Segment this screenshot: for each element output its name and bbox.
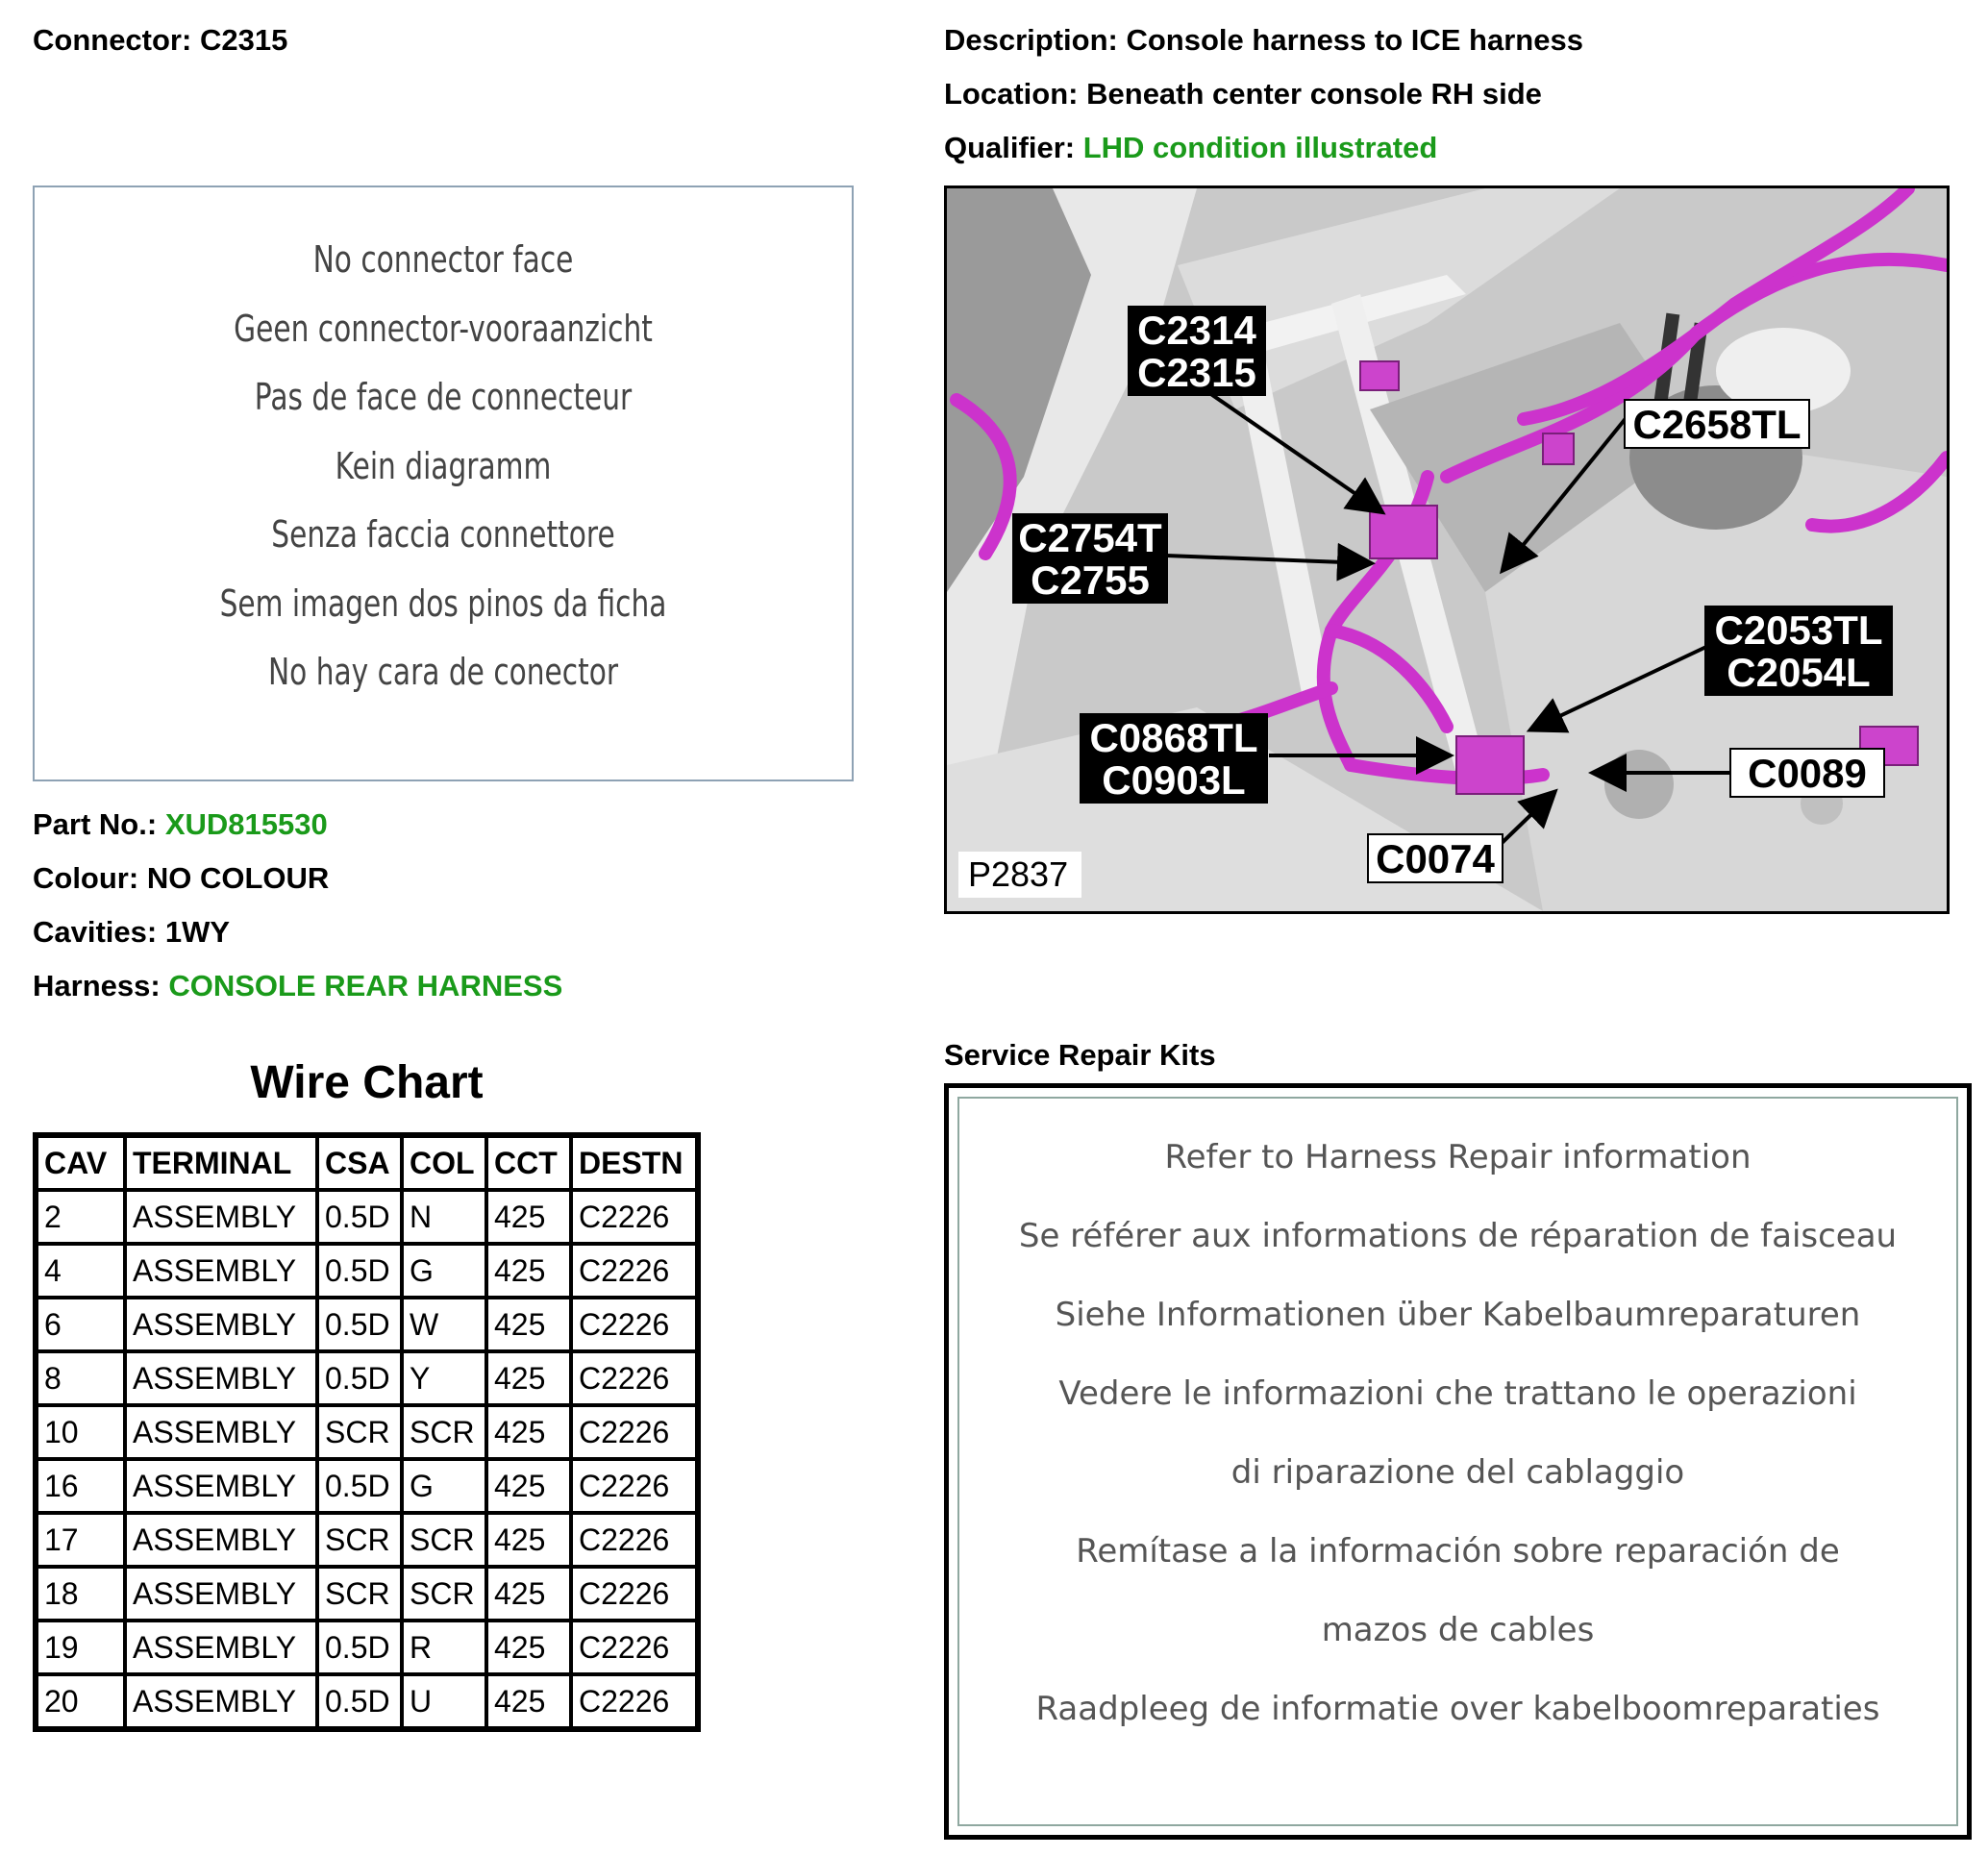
repair-kits-message: Siehe Informationen über Kabelbaumreparaturen (1055, 1296, 1861, 1334)
description-value: Console harness to ICE harness (1126, 23, 1583, 57)
cell-cct: 425 (486, 1513, 571, 1567)
table-row (37, 1513, 697, 1567)
callout-c0074 (1368, 834, 1503, 882)
repair-kits-panel (944, 1083, 1972, 1840)
wire-chart-table (33, 1132, 701, 1732)
cell-col: N (402, 1190, 486, 1244)
callout-label: C2658TL (1632, 402, 1802, 447)
part-number-label: Part No.: (33, 807, 158, 841)
repair-kits-inner-frame (957, 1097, 1958, 1826)
location-label: Location: (944, 77, 1079, 111)
cell-cct: 425 (486, 1674, 571, 1728)
cell-cav: 10 (37, 1405, 125, 1459)
description-label: Description: (944, 23, 1118, 57)
harness-value[interactable]: CONSOLE REAR HARNESS (168, 969, 563, 1002)
callout-c2658tl (1625, 400, 1809, 448)
callout-c2053tl-c2054l (1704, 606, 1893, 696)
connector-block (1543, 433, 1574, 464)
table-row (37, 1190, 697, 1244)
connector-face-message: No connector face (312, 238, 574, 281)
callout-c2754t-c2755 (1012, 513, 1168, 604)
table-row (37, 1621, 697, 1674)
cell-terminal: ASSEMBLY (125, 1513, 317, 1567)
cell-cct: 425 (486, 1405, 571, 1459)
cell-terminal: ASSEMBLY (125, 1351, 317, 1405)
repair-kits-message: Refer to Harness Repair information (1164, 1138, 1752, 1176)
callout-label: C0074 (1376, 836, 1495, 881)
floor-plug (1604, 750, 1674, 819)
table-row (37, 1244, 697, 1298)
cell-terminal: ASSEMBLY (125, 1190, 317, 1244)
cell-destn: C2226 (571, 1621, 697, 1674)
cell-cav: 6 (37, 1298, 125, 1351)
colour-label: Colour: (33, 861, 139, 895)
cell-csa: SCR (317, 1567, 402, 1621)
qualifier-line (944, 129, 1437, 167)
cavities-value: 1WY (164, 915, 231, 949)
cell-destn: C2226 (571, 1405, 697, 1459)
connector-face-messages (35, 226, 852, 707)
repair-kits-message: Se référer aux informations de réparation de faisceau (1018, 1217, 1898, 1255)
table-row (37, 1298, 697, 1351)
description-line (944, 21, 1583, 60)
cell-terminal: ASSEMBLY (125, 1459, 317, 1513)
repair-kits-messages (959, 1118, 1956, 1748)
cell-col: R (402, 1621, 486, 1674)
cell-destn: C2226 (571, 1567, 697, 1621)
callout-c2314-c2315 (1128, 306, 1266, 396)
cell-col: U (402, 1674, 486, 1728)
column-header-cct: CCT (486, 1136, 571, 1190)
cell-destn: C2226 (571, 1298, 697, 1351)
table-row (37, 1405, 697, 1459)
cell-col: SCR (402, 1567, 486, 1621)
cell-cav: 2 (37, 1190, 125, 1244)
cell-terminal: ASSEMBLY (125, 1244, 317, 1298)
cell-terminal: ASSEMBLY (125, 1674, 317, 1728)
wire-chart-title: Wire Chart (250, 1057, 484, 1108)
cell-col: Y (402, 1351, 486, 1405)
cell-csa: 0.5D (317, 1351, 402, 1405)
harness-line (33, 967, 562, 1005)
table-row (37, 1351, 697, 1405)
callout-c0089 (1730, 749, 1884, 797)
connector-face-panel (33, 186, 854, 781)
colour-line (33, 859, 329, 898)
repair-kits-message: Vedere le informazioni che trattano le operazioni (1058, 1374, 1857, 1413)
cell-csa: 0.5D (317, 1190, 402, 1244)
table-row (37, 1674, 697, 1728)
wire-chart-header-row (37, 1136, 697, 1190)
cavities-label: Cavities: (33, 915, 158, 949)
column-header-destn: DESTN (571, 1136, 697, 1190)
cell-csa: 0.5D (317, 1674, 402, 1728)
harness-label: Harness: (33, 969, 161, 1002)
connector-face-message: Kein diagramm (335, 444, 552, 487)
cell-destn: C2226 (571, 1351, 697, 1405)
cell-terminal: ASSEMBLY (125, 1621, 317, 1674)
cell-col: G (402, 1244, 486, 1298)
qualifier-label: Qualifier: (944, 131, 1076, 164)
colour-value: NO COLOUR (146, 861, 330, 895)
cell-col: W (402, 1298, 486, 1351)
location-line (944, 75, 1542, 113)
connector-face-message: Sem imagen dos pinos da ficha (219, 582, 667, 625)
cell-cav: 20 (37, 1674, 125, 1728)
cell-destn: C2226 (571, 1244, 697, 1298)
callout-label: C2754T (1018, 515, 1162, 560)
cell-csa: 0.5D (317, 1459, 402, 1513)
callout-label: C2315 (1137, 350, 1256, 395)
column-header-col: COL (402, 1136, 486, 1190)
wire-chart-body (37, 1190, 697, 1728)
connector-face-message: Pas de face de connecteur (254, 376, 633, 418)
callout-label: C2054L (1727, 650, 1871, 695)
cell-col: SCR (402, 1405, 486, 1459)
cell-cct: 425 (486, 1298, 571, 1351)
repair-kits-message: di riparazione del cablaggio (1230, 1453, 1685, 1492)
cell-col: SCR (402, 1513, 486, 1567)
column-header-cav: CAV (37, 1136, 125, 1190)
cell-cct: 425 (486, 1351, 571, 1405)
connector-label: Connector: (33, 23, 192, 57)
repair-kits-title: Service Repair Kits (944, 1038, 1216, 1072)
connector-face-message: Geen connector-vooraanzicht (234, 307, 653, 350)
cell-csa: SCR (317, 1405, 402, 1459)
callout-label: C2755 (1031, 557, 1150, 603)
callout-label: C0089 (1748, 751, 1867, 796)
callout-label: C2314 (1137, 308, 1256, 353)
connector-block (1456, 736, 1524, 794)
callout-c0868tl-c0903l (1080, 713, 1268, 804)
location-value: Beneath center console RH side (1086, 77, 1542, 111)
cell-destn: C2226 (571, 1674, 697, 1728)
cell-cct: 425 (486, 1567, 571, 1621)
cell-cav: 4 (37, 1244, 125, 1298)
connector-line (33, 21, 287, 60)
qualifier-value: LHD condition illustrated (1082, 131, 1438, 164)
column-header-terminal: TERMINAL (125, 1136, 317, 1190)
cell-cct: 425 (486, 1244, 571, 1298)
cell-destn: C2226 (571, 1459, 697, 1513)
connector-face-message: No hay cara de conector (267, 651, 619, 693)
cell-destn: C2226 (571, 1190, 697, 1244)
column-header-csa: CSA (317, 1136, 402, 1190)
cell-csa: 0.5D (317, 1244, 402, 1298)
callout-label: C0868TL (1089, 715, 1258, 760)
cell-cav: 8 (37, 1351, 125, 1405)
illustration-svg (947, 188, 1947, 911)
cell-destn: C2226 (571, 1513, 697, 1567)
callout-label: C2053TL (1714, 607, 1883, 653)
connector-value: C2315 (199, 23, 288, 57)
callout-label: C0903L (1102, 757, 1246, 803)
figure-id: P2837 (968, 854, 1069, 894)
cell-cav: 17 (37, 1513, 125, 1567)
repair-kits-message: Raadpleeg de informatie over kabelboomreparaties (1035, 1690, 1880, 1728)
cell-cav: 16 (37, 1459, 125, 1513)
cell-terminal: ASSEMBLY (125, 1567, 317, 1621)
table-row (37, 1459, 697, 1513)
cell-terminal: ASSEMBLY (125, 1298, 317, 1351)
part-number-value[interactable]: XUD815530 (164, 807, 328, 841)
part-number-line (33, 805, 328, 844)
cell-cav: 19 (37, 1621, 125, 1674)
cavities-line (33, 913, 230, 952)
connector-face-message: Senza faccia connettore (271, 513, 615, 556)
connector-location-illustration (944, 186, 1950, 914)
cell-cav: 18 (37, 1567, 125, 1621)
repair-kits-message: mazos de cables (1321, 1611, 1595, 1649)
connector-block (1370, 506, 1437, 558)
table-row (37, 1567, 697, 1621)
connector-block (1360, 361, 1399, 390)
cell-cct: 425 (486, 1190, 571, 1244)
cell-terminal: ASSEMBLY (125, 1405, 317, 1459)
cell-col: G (402, 1459, 486, 1513)
repair-kits-message: Remítase a la información sobre reparación de (1076, 1532, 1840, 1571)
cell-cct: 425 (486, 1459, 571, 1513)
cell-csa: 0.5D (317, 1298, 402, 1351)
cell-cct: 425 (486, 1621, 571, 1674)
cell-csa: SCR (317, 1513, 402, 1567)
cell-csa: 0.5D (317, 1621, 402, 1674)
